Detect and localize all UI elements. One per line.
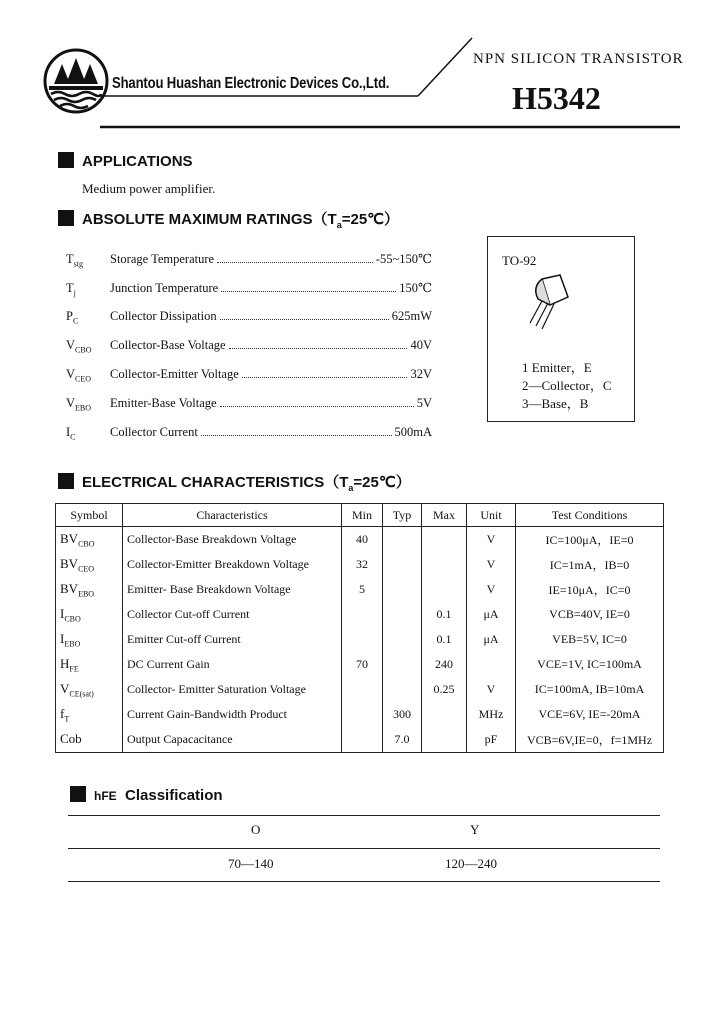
table-row bbox=[56, 577, 664, 602]
rating-label: Collector Current bbox=[110, 425, 198, 439]
cell-test-condition: IC=100μA，IE=0 bbox=[516, 527, 664, 553]
cell-characteristic: Collector-Base Breakdown Voltage bbox=[123, 527, 342, 553]
cell-min bbox=[342, 602, 383, 627]
rating-label: Storage Temperature bbox=[110, 252, 215, 266]
table-row bbox=[56, 702, 664, 727]
cell-min bbox=[342, 677, 383, 702]
cell-unit: pF bbox=[467, 727, 516, 753]
rating-row bbox=[66, 309, 432, 327]
leader-dots bbox=[220, 319, 389, 320]
pin-3: 3—Base，B bbox=[522, 396, 589, 411]
cell-unit: μA bbox=[467, 602, 516, 627]
hfe-bottom-rule bbox=[68, 881, 660, 882]
cell-max bbox=[422, 552, 467, 577]
rating-value: 625mW bbox=[391, 309, 432, 323]
bullet-square-icon bbox=[70, 786, 86, 802]
cell-typ bbox=[383, 552, 422, 577]
leader-dots bbox=[201, 435, 392, 436]
table-header-row bbox=[56, 504, 664, 527]
cell-test-condition: VCB=40V, IE=0 bbox=[516, 602, 664, 627]
cell-characteristic: Collector-Emitter Breakdown Voltage bbox=[123, 552, 342, 577]
cell-test-condition: IC=100mA, IB=10mA bbox=[516, 677, 664, 702]
rating-label: Collector Dissipation bbox=[110, 309, 217, 323]
cell-symbol: Cob bbox=[56, 727, 123, 753]
cell-unit: V bbox=[467, 577, 516, 602]
rating-row bbox=[66, 396, 432, 414]
cell-symbol: $BV_{CEO}$ bbox=[56, 552, 123, 577]
cell-max: 0.25 bbox=[422, 677, 467, 702]
rating-value: 5V bbox=[416, 396, 432, 410]
rating-symbol: $P_C$ bbox=[66, 309, 79, 326]
abs-max-heading: ABSOLUTE MAXIMUM $RATINGS(T_a=25℃)$ bbox=[58, 208, 399, 230]
table-row bbox=[56, 552, 664, 577]
bullet-square-icon bbox=[58, 210, 74, 226]
rating-symbol: $T_{stg}$ bbox=[66, 252, 83, 269]
cell-typ: 7.0 bbox=[383, 727, 422, 753]
cell-min bbox=[342, 727, 383, 753]
cell-max: 0.1 bbox=[422, 627, 467, 652]
cell-test-condition: VCB=6V,IE=0，f=1MHz bbox=[516, 727, 664, 753]
cell-characteristic: Collector- Emitter Saturation Voltage bbox=[123, 677, 342, 702]
cell-max: 0.1 bbox=[422, 602, 467, 627]
applications-heading: APPLICATIONS bbox=[58, 152, 193, 170]
table-row bbox=[56, 677, 664, 702]
rating-symbol: $V_{CEO}$ bbox=[66, 367, 92, 384]
rating-row bbox=[66, 367, 432, 385]
cell-symbol: $I_{CBO}$ bbox=[56, 602, 123, 627]
cell-unit: V bbox=[467, 552, 516, 577]
to92-package-icon bbox=[520, 273, 580, 335]
cell-max: 240 bbox=[422, 652, 467, 677]
cell-min bbox=[342, 627, 383, 652]
hfe-range-o: 70—140 bbox=[228, 856, 274, 871]
hfe-class-y: Y bbox=[470, 822, 480, 837]
leader-dots bbox=[220, 406, 414, 407]
bullet-square-icon bbox=[58, 152, 74, 168]
col-typ: Typ bbox=[383, 504, 422, 527]
rating-value: 32V bbox=[410, 367, 432, 381]
cell-characteristic: Current Gain-Bandwidth Product bbox=[123, 702, 342, 727]
rating-symbol: $V_{CBO}$ bbox=[66, 338, 92, 355]
cell-typ bbox=[383, 527, 422, 553]
cell-unit: μA bbox=[467, 627, 516, 652]
cell-max bbox=[422, 577, 467, 602]
rating-row bbox=[66, 338, 432, 356]
rating-value: 40V bbox=[410, 338, 432, 352]
table-row bbox=[56, 527, 664, 553]
col-min: Min bbox=[342, 504, 383, 527]
col-characteristics: Characteristics bbox=[123, 504, 342, 527]
cell-min: 70 bbox=[342, 652, 383, 677]
cell-typ bbox=[383, 677, 422, 702]
cell-typ bbox=[383, 602, 422, 627]
rating-symbol: $T_j$ bbox=[66, 281, 76, 298]
cell-characteristic: Output Capacacitance bbox=[123, 727, 342, 753]
hfe-heading: hFE Classification bbox=[70, 786, 223, 804]
cell-min: 32 bbox=[342, 552, 383, 577]
cell-typ bbox=[383, 577, 422, 602]
cell-max bbox=[422, 727, 467, 753]
rating-value: 150℃ bbox=[399, 281, 432, 295]
cell-test-condition: IE=10μA，IC=0 bbox=[516, 577, 664, 602]
cell-symbol: $I_{EBO}$ bbox=[56, 627, 123, 652]
rating-row bbox=[66, 425, 432, 443]
hfe-range-y: 120—240 bbox=[445, 856, 497, 871]
table-row bbox=[56, 652, 664, 677]
cell-symbol: $BV_{CBO}$ bbox=[56, 527, 123, 553]
bullet-square-icon bbox=[58, 473, 74, 489]
rating-row bbox=[66, 280, 432, 298]
cell-min bbox=[342, 702, 383, 727]
cell-symbol: $BV_{EBO}$ bbox=[56, 577, 123, 602]
cell-characteristic: Emitter- Base Breakdown Voltage bbox=[123, 577, 342, 602]
rating-label: Collector-Emitter Voltage bbox=[110, 367, 239, 381]
pin-1: 1 Emitter，E bbox=[522, 360, 592, 375]
table-row bbox=[56, 627, 664, 652]
table-row bbox=[56, 727, 664, 753]
rating-value: 500mA bbox=[394, 425, 432, 439]
elec-heading: ELECTRICAL $CHARACTERISTICS(T_a=25℃)$ bbox=[58, 471, 411, 493]
cell-characteristic: DC Current Gain bbox=[123, 652, 342, 677]
cell-unit bbox=[467, 652, 516, 677]
rating-value: -55~150℃ bbox=[375, 252, 432, 266]
cell-symbol: $V_{CE(sat)}$ bbox=[56, 677, 123, 702]
cell-min: 5 bbox=[342, 577, 383, 602]
cell-min: 40 bbox=[342, 527, 383, 553]
package-box bbox=[487, 236, 635, 422]
cell-unit: V bbox=[467, 677, 516, 702]
cell-test-condition: IC=1mA，IB=0 bbox=[516, 552, 664, 577]
cell-typ: 300 bbox=[383, 702, 422, 727]
company-name: Shantou Huashan Electronic Devices Co.,Ltd. bbox=[112, 75, 390, 92]
cell-symbol: $H_{FE}$ bbox=[56, 652, 123, 677]
cell-symbol: $f_T$ bbox=[56, 702, 123, 727]
leader-dots bbox=[229, 348, 408, 349]
cell-typ bbox=[383, 652, 422, 677]
leader-dots bbox=[221, 291, 396, 292]
cell-max bbox=[422, 702, 467, 727]
rating-symbol: $I_C$ bbox=[66, 425, 76, 442]
hfe-class-o: O bbox=[251, 822, 261, 837]
cell-test-condition: VEB=5V, IC=0 bbox=[516, 627, 664, 652]
pin-2: 2—Collector，C bbox=[522, 378, 612, 393]
product-subtitle: NPN SILICON TRANSISTOR bbox=[473, 51, 684, 67]
cell-max bbox=[422, 527, 467, 553]
electrical-characteristics-table bbox=[55, 503, 664, 753]
col-test-conditions: Test Conditions bbox=[516, 504, 664, 527]
col-unit: Unit bbox=[467, 504, 516, 527]
cell-test-condition: VCE=1V, IC=100mA bbox=[516, 652, 664, 677]
col-max: Max bbox=[422, 504, 467, 527]
hfe-mid-rule bbox=[68, 848, 660, 849]
leader-dots bbox=[217, 262, 373, 263]
cell-test-condition: VCE=6V, IE=-20mA bbox=[516, 702, 664, 727]
table-row bbox=[56, 602, 664, 627]
cell-typ bbox=[383, 627, 422, 652]
rating-row bbox=[66, 251, 432, 269]
cell-characteristic: Emitter Cut-off Current bbox=[123, 627, 342, 652]
package-name: TO-92 bbox=[502, 253, 537, 268]
rating-label: Emitter-Base Voltage bbox=[110, 396, 217, 410]
rating-label: Collector-Base Voltage bbox=[110, 338, 226, 352]
cell-unit: V bbox=[467, 527, 516, 553]
col-symbol: Symbol bbox=[56, 504, 123, 527]
cell-unit: MHz bbox=[467, 702, 516, 727]
rating-symbol: $V_{EBO}$ bbox=[66, 396, 92, 413]
applications-text: Medium power amplifier. bbox=[82, 181, 216, 196]
part-number: H5342 bbox=[512, 80, 601, 116]
cell-characteristic: Collector Cut-off Current bbox=[123, 602, 342, 627]
leader-dots bbox=[242, 377, 408, 378]
hfe-top-rule bbox=[68, 815, 660, 816]
rating-label: Junction Temperature bbox=[110, 281, 219, 295]
